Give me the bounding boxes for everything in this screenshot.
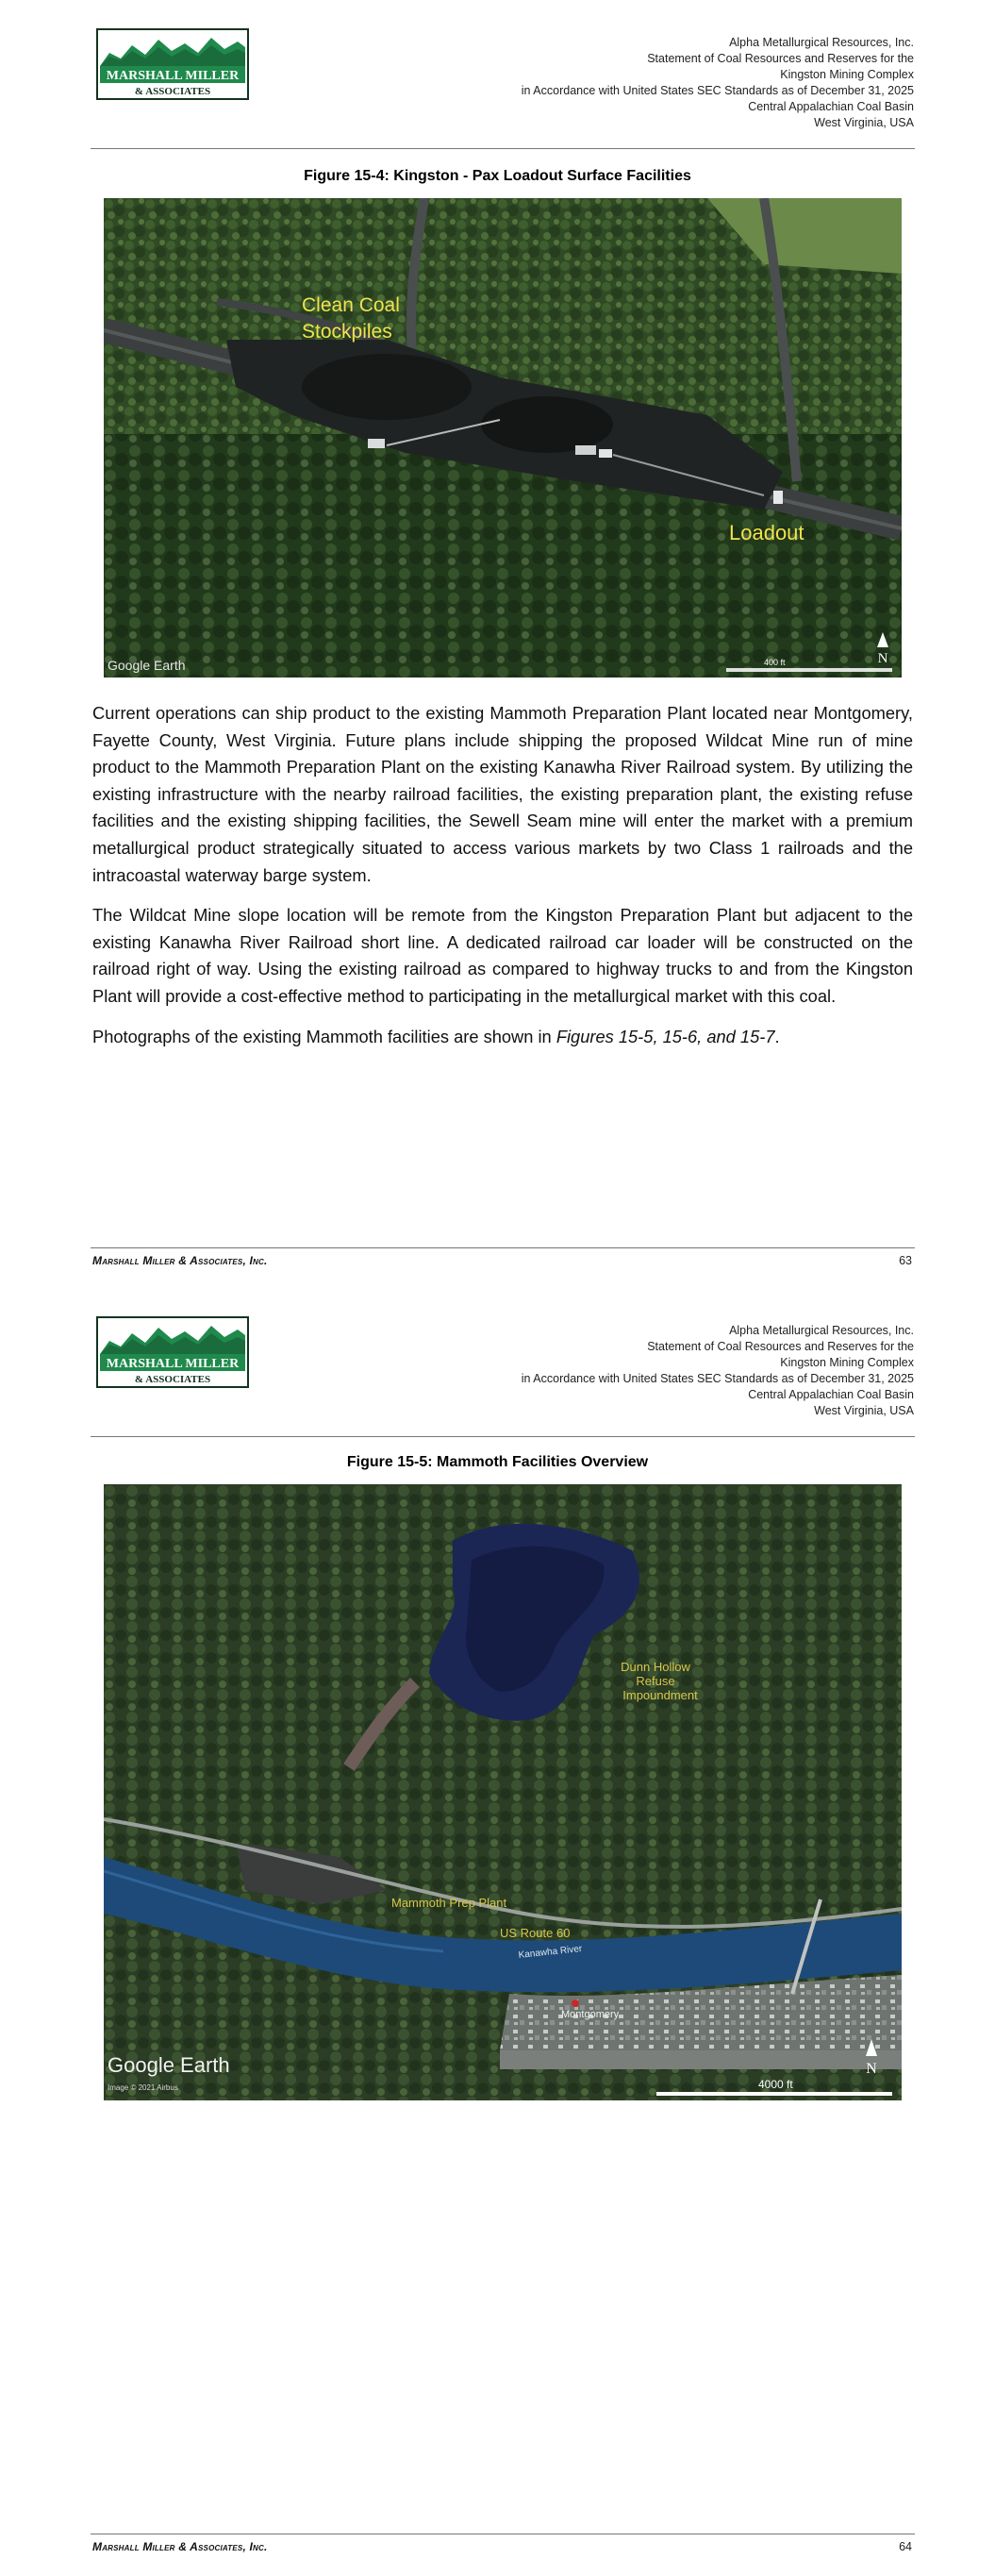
paragraph-2: The Wildcat Mine slope location will be remote from the Kingston Preparation Plant but adjacent to the existing Kanawha River Railroad short line. A dedicated railroad car loader will be constructed on the railroad right of way. Using the existing railroad as compared to highway trucks to and from the Kingston Plant will provide a cost-effective method to participating in the metallurgical market with this coal. [92, 905, 913, 1006]
refuse-label-line2: Refuse [636, 1674, 675, 1688]
figure-15-4-aerial-photo [104, 198, 902, 677]
header-line6: West Virginia, USA [814, 116, 914, 129]
figure-15-5-aerial-photo [104, 1484, 902, 2100]
body-text-page-63 [92, 700, 913, 1063]
header-divider [91, 148, 915, 149]
header-line4: in Accordance with United States SEC Standards as of December 31, 2025 [521, 1372, 914, 1385]
scale-label: 400 ft [764, 658, 786, 667]
figure-15-4-title: Figure 15-4: Kingston - Pax Loadout Surface Facilities [304, 168, 691, 184]
river-label: Kanawha River [518, 1943, 583, 1961]
north-label: N [877, 651, 888, 666]
imagery-credit: Image © 2021 Airbus [108, 2083, 178, 2092]
header-line5: Central Appalachian Coal Basin [748, 100, 914, 113]
clean-coal-stockpiles-label-2: Stockpiles [302, 321, 392, 343]
figure-reference: Figures 15-5, 15-6, and 15-7 [556, 1026, 775, 1046]
google-earth-watermark: Google Earth [108, 2053, 230, 2077]
company-logo [96, 1316, 249, 1388]
town-label: Montgomery [561, 2009, 620, 2020]
paragraph-3-prefix: Photographs of the existing Mammoth facilities are shown in [92, 1026, 556, 1046]
report-header [386, 35, 914, 131]
header-line2: Statement of Coal Resources and Reserves for the [647, 1340, 914, 1353]
header-line2: Statement of Coal Resources and Reserves for the [647, 52, 914, 65]
company-logo [96, 28, 249, 100]
google-earth-watermark: Google Earth [108, 658, 186, 673]
logo-text-line1: MARSHALL MILLER [106, 69, 240, 83]
paragraph-3-suffix: . [774, 1026, 780, 1046]
footer-company: Marshall Miller & Associates, Inc. [92, 1254, 268, 1267]
refuse-label-line1: Dunn Hollow [621, 1660, 690, 1674]
scale-label: 4000 ft [758, 2078, 793, 2091]
route-label: US Route 60 [500, 1926, 571, 1940]
header-line6: West Virginia, USA [814, 1404, 914, 1417]
logo-text-line2: & ASSOCIATES [134, 86, 211, 97]
footer-company: Marshall Miller & Associates, Inc. [92, 2540, 268, 2553]
header-line3: Kingston Mining Complex [780, 68, 914, 81]
footer-divider [91, 1247, 915, 1248]
logo-text-line1: MARSHALL MILLER [106, 1357, 240, 1371]
report-header [386, 1323, 914, 1419]
header-company: Alpha Metallurgical Resources, Inc. [729, 1324, 914, 1337]
north-label: N [866, 2061, 877, 2077]
header-divider [91, 1436, 915, 1437]
figure-15-5-title: Figure 15-5: Mammoth Facilities Overview [346, 1454, 649, 1470]
prep-plant-label: Mammoth Prep Plant [391, 1896, 507, 1910]
page-64 [0, 1288, 995, 2576]
loadout-label: Loadout [729, 521, 804, 544]
page-number: 63 [899, 1254, 912, 1267]
refuse-label-line3: Impoundment [622, 1688, 698, 1702]
paragraph-3 [92, 1024, 913, 1051]
header-company: Alpha Metallurgical Resources, Inc. [729, 36, 914, 49]
paragraph-1: Current operations can ship product to the existing Mammoth Preparation Plant located near Montgomery, Fayette County, West Virginia. Future plans include shipping the proposed Wildcat Mine run of mine product to the Mammoth Preparation Plant on the existing Kanawha River Railroad system. By utilizing the existing infrastructure with the nearby railroad facilities, the existing preparation plant, the existing refuse facilities and the existing shipping facilities, the Sewell Seam mine will enter the market with a premium metallurgical product strategically situated to access various markets by two Class 1 railroads and the intracoastal waterway barge system. [92, 703, 913, 885]
header-line5: Central Appalachian Coal Basin [748, 1388, 914, 1401]
header-line4: in Accordance with United States SEC Standards as of December 31, 2025 [521, 84, 914, 97]
header-line3: Kingston Mining Complex [780, 1356, 914, 1369]
logo-text-line2: & ASSOCIATES [134, 1374, 211, 1385]
clean-coal-stockpiles-label-1: Clean Coal [302, 294, 400, 316]
page-number: 64 [899, 2540, 912, 2553]
